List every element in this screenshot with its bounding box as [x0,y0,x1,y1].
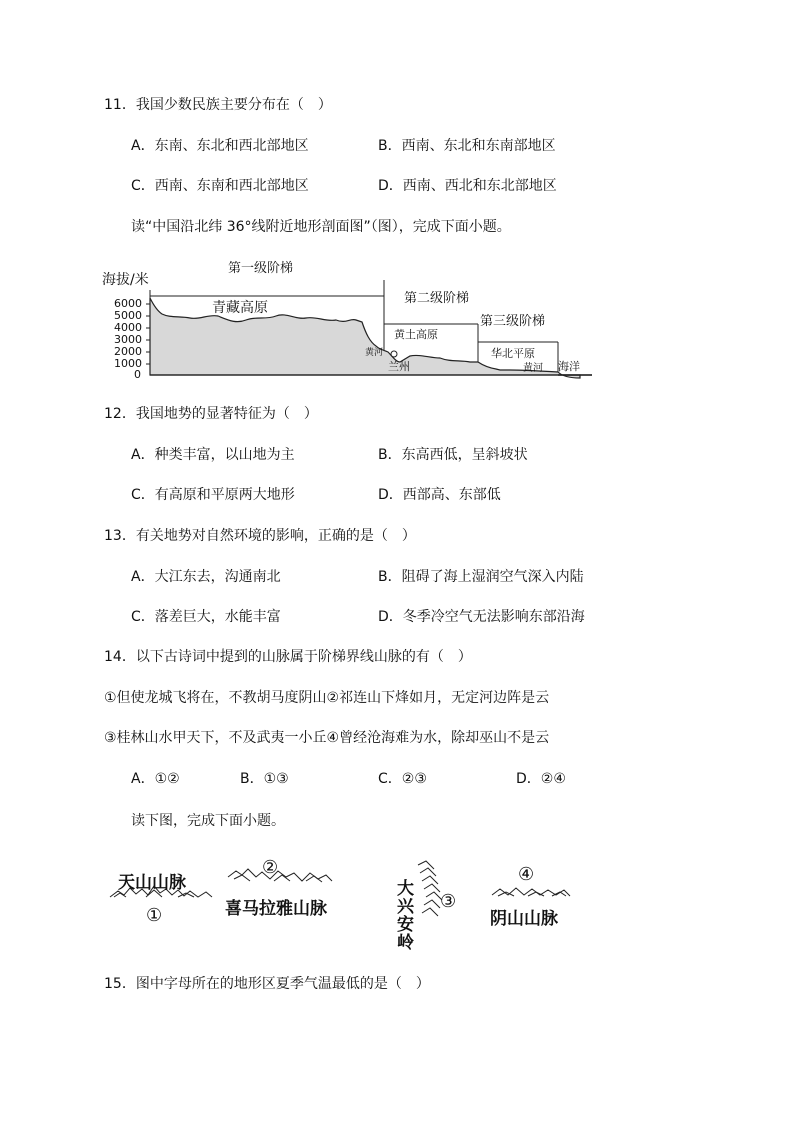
q11-option-a: A．东南、东北和西北部地区 [131,138,309,154]
mountain-label-daxinganling-1: 大 [397,879,414,899]
step2-label: 第二级阶梯 [404,291,470,306]
y-tick: 0 [134,368,141,381]
mountain-label-tianshan: 天山山脉 [118,873,186,893]
q11-option-c: C．西南、东南和西北部地区 [131,178,309,194]
mountain-icon [418,861,442,916]
mountain-label-daxinganling-2: 兴 [397,897,414,917]
y-tick: 4000 [114,321,142,334]
river2-label: 黄河 [523,363,543,374]
q11-option-d: D．西南、西北和东北部地区 [378,178,557,194]
plateau1-label: 青藏高原 [212,300,268,316]
q14-option-a: A．①② [131,771,180,787]
y-tick: 5000 [114,309,142,322]
mountain-number-4: ④ [518,864,535,885]
mountain-label-daxinganling-4: 岭 [397,933,414,953]
q14-option-d: D．②④ [516,771,566,787]
mountain-number-2: ② [262,857,279,878]
y-tick: 3000 [114,333,142,346]
q14-poem-line-1: ①但使龙城飞将在，不教胡马度阴山②祁连山下烽如月，无定河边阵是云 [104,690,550,706]
plain-label: 华北平原 [491,347,535,360]
intro-profile: 读“中国沿北纬 36°线附近地形剖面图”（图），完成下面小题。 [131,219,511,235]
step3-label: 第三级阶梯 [480,314,546,329]
mountain-icon [492,888,570,896]
q13-option-b: B．阻碍了海上湿润空气深入内陆 [378,569,584,585]
mountain-icon [228,869,332,882]
y-axis-label: 海拔/米 [102,272,149,288]
q12-option-b: B．东高西低，呈斜坡状 [378,447,528,463]
q14-stem: 14．以下古诗词中提到的山脉属于阶梯界线山脉的有（ ） [104,649,472,665]
q12-option-a: A．种类丰富，以山地为主 [131,447,295,463]
mountain-label-yinshan: 阴山山脉 [490,909,558,929]
q13-option-a: A．大江东去，沟通南北 [131,569,281,585]
intro-mountains: 读下图，完成下面小题。 [131,813,285,829]
y-tick: 1000 [114,357,142,370]
city-label: 兰州 [388,360,410,373]
q13-stem: 13．有关地势对自然环境的影响，正确的是（ ） [104,528,416,544]
river1-label: 黄河 [365,348,384,358]
q14-option-c: C．②③ [378,771,427,787]
q11-stem: 11．我国少数民族主要分布在（ ） [104,97,332,113]
q14-poem-line-2: ③桂林山水甲天下，不及武夷一小丘④曾经沧海难为水，除却巫山不是云 [104,730,550,746]
q11-option-b: B．西南、东北和东南部地区 [378,138,556,154]
y-tick: 6000 [114,297,142,310]
q13-option-c: C．落差巨大，水能丰富 [131,609,281,625]
mountain-label-daxinganling-3: 安 [397,915,414,935]
step1-label: 第一级阶梯 [228,261,294,276]
mountain-label-himalaya: 喜马拉雅山脉 [225,899,327,919]
plateau2-label: 黄土高原 [394,328,438,341]
q12-stem: 12．我国地势的显著特征为（ ） [104,406,318,422]
q14-option-b: B．①③ [240,771,289,787]
q12-option-c: C．有高原和平原两大地形 [131,487,295,503]
q13-option-d: D．冬季冷空气无法影响东部沿海 [378,609,585,625]
mountain-ranges-figure [100,855,580,955]
mountain-number-1: ① [146,905,163,926]
y-tick: 2000 [114,345,142,358]
mountain-number-3: ③ [440,891,457,912]
terrain-profile-figure [100,250,600,385]
q15-stem: 15．图中字母所在的地形区夏季气温最低的是（ ） [104,976,430,992]
sea-label: 海洋 [558,360,580,373]
q12-option-d: D．西部高、东部低 [378,487,501,503]
